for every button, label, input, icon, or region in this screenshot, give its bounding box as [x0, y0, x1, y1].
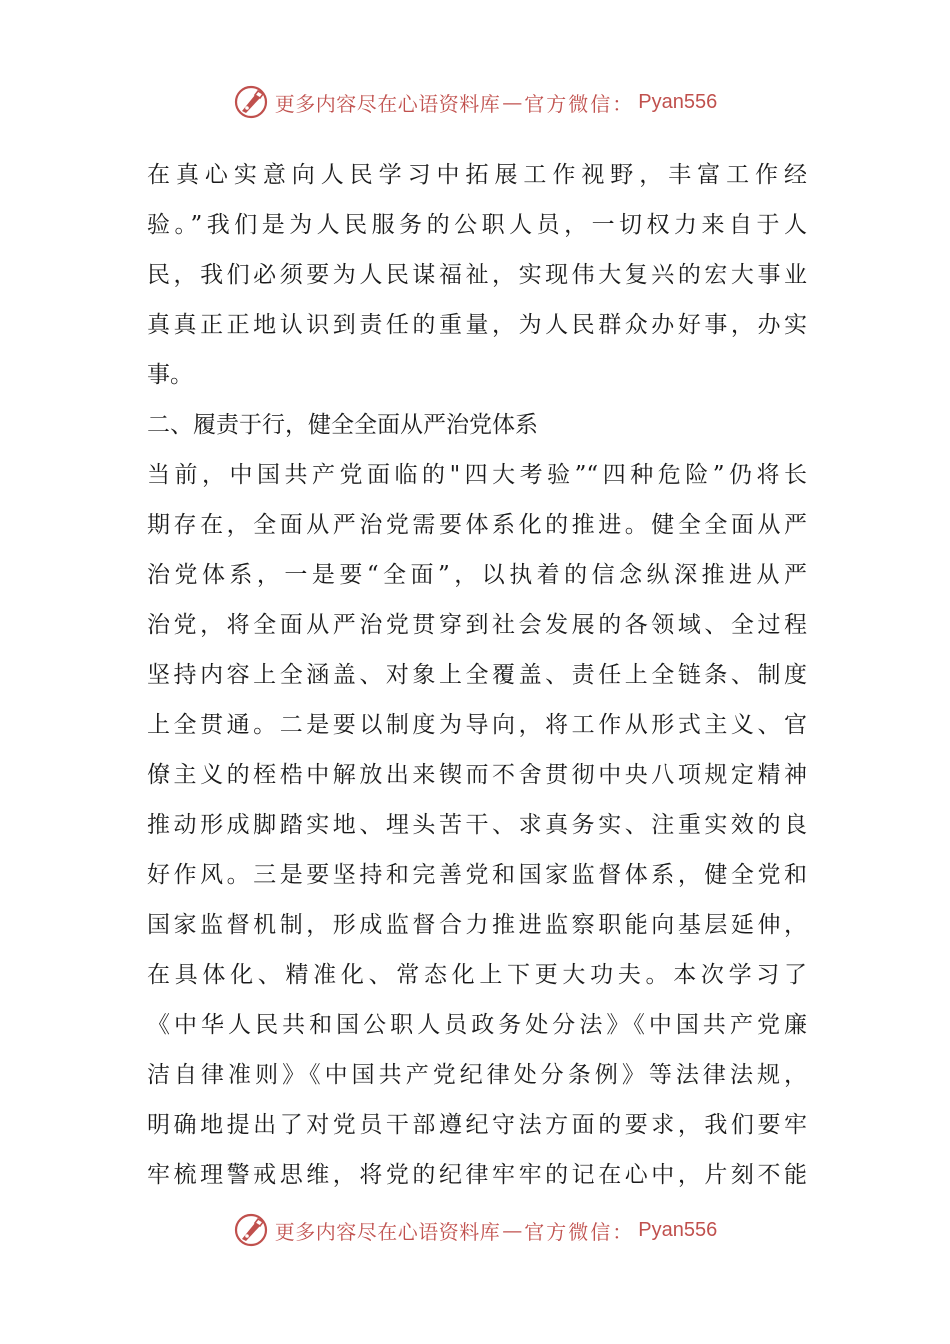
- text-line: 僚主义的桎梏中解放出来锲而不舍贯彻中央八项规定精神: [147, 762, 807, 788]
- text-line: 事。: [147, 362, 193, 388]
- text-line: 《中华人民共和国公职人员政务处分法》《中国共产党廉: [147, 1012, 807, 1038]
- watermark-wechat-account: Pyan556: [638, 1218, 718, 1241]
- footer-watermark: [0, 1210, 950, 1250]
- text-line: 上全贯通。二是要以制度为导向，将工作从形式主义、官: [147, 712, 807, 738]
- text-line: 洁自律准则》《中国共产党纪律处分条例》等法律法规，: [147, 1062, 807, 1088]
- document-body: [147, 150, 807, 1200]
- text-line: 当前，中国共产党面临的"四大考验”“四种危险”仍将长: [147, 462, 807, 488]
- text-line: 牢梳理警戒思维，将党的纪律牢牢的记在心中，片刻不能: [147, 1162, 807, 1188]
- text-line: 坚持内容上全涵盖、对象上全覆盖、责任上全链条、制度: [147, 662, 807, 688]
- watermark-site-name: 更多内容尽在心语资料库: [274, 1219, 501, 1244]
- text-line: 国家监督机制，形成监督合力推进监察职能向基层延伸，: [147, 912, 807, 938]
- watermark-wechat-label: 官方微信：: [524, 91, 635, 116]
- text-line: 推动形成脚踏实地、埋头苦干、求真务实、注重实效的良: [147, 812, 807, 838]
- watermark-wechat-account: Pyan556: [638, 90, 718, 113]
- pen-nib-logo-icon: [233, 1212, 269, 1248]
- text-line: 治党，将全面从严治党贯穿到社会发展的各领域、全过程: [147, 612, 807, 638]
- header-watermark: [0, 82, 950, 122]
- text-line: 在真心实意向人民学习中拓展工作视野，丰富工作经: [147, 162, 807, 188]
- text-line: 民，我们必须要为人民谋福祉，实现伟大复兴的宏大事业: [147, 262, 807, 288]
- section-heading: 二、履责于行，健全全面从严治党体系: [147, 412, 538, 438]
- watermark-site-name: 更多内容尽在心语资料库: [274, 91, 501, 116]
- text-line: 好作风。三是要坚持和完善党和国家监督体系，健全党和: [147, 862, 807, 888]
- text-line: 真真正正地认识到责任的重量，为人民群众办好事，办实: [147, 312, 807, 338]
- watermark-wechat-label: 官方微信：: [524, 1219, 635, 1244]
- text-line: 期存在，全面从严治党需要体系化的推进。健全全面从严: [147, 512, 807, 538]
- text-line: 明确地提出了对党员干部遵纪守法方面的要求，我们要牢: [147, 1112, 807, 1138]
- pen-nib-logo-icon: [233, 84, 269, 120]
- text-line: 验。”我们是为人民服务的公职人员，一切权力来自于人: [147, 212, 807, 238]
- text-line: 治党体系，一是要“全面”，以执着的信念纵深推进从严: [147, 562, 807, 588]
- watermark-separator: —: [502, 90, 523, 114]
- watermark-separator: —: [502, 1218, 523, 1242]
- text-line: 在具体化、精准化、常态化上下更大功夫。本次学习了: [147, 962, 807, 988]
